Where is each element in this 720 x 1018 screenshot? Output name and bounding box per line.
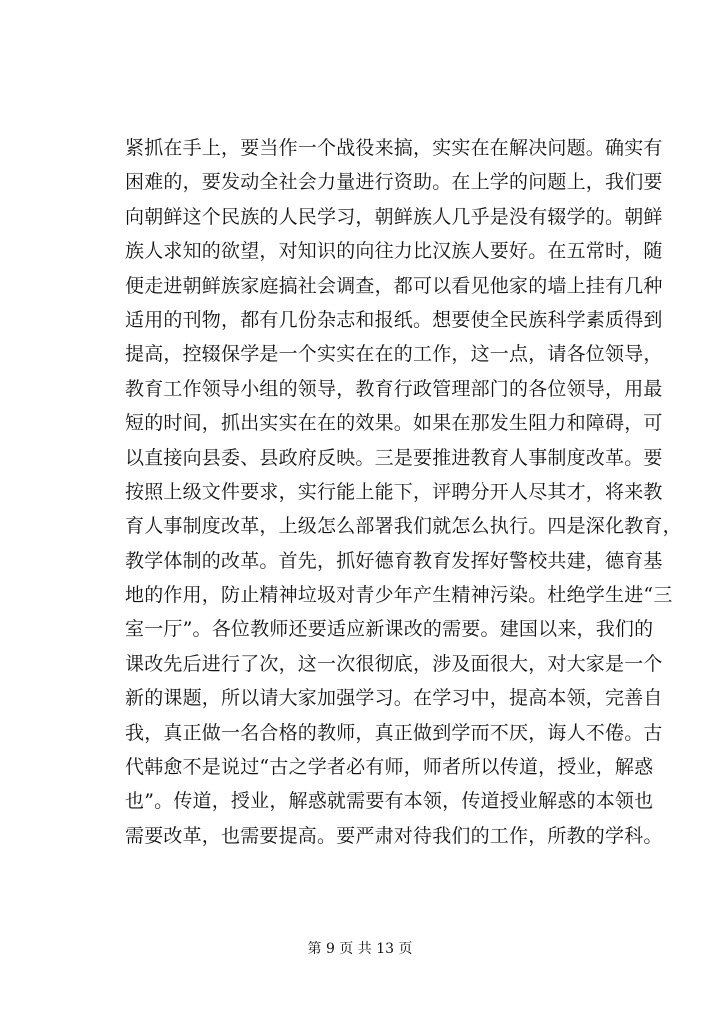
text-line: 按照上级文件要求，实行能上能下，评聘分开人尽其才，将来教 — [125, 480, 663, 503]
text-line: 我，真正做一名合格的教师，真正做到学而不厌，诲人不倦。古 — [125, 721, 663, 744]
text-line: 困难的，要发动全社会力量进行资助。在上学的问题上，我们要 — [125, 171, 663, 194]
text-line: 新的课题，所以请大家加强学习。在学习中，提高本领，完善自 — [125, 687, 663, 710]
text-line: 提高，控辍保学是一个实实在在的工作，这一点，请各位领导， — [125, 343, 663, 366]
body-text — [125, 131, 682, 853]
page-number-footer: 第 9 页 共 13 页 — [307, 941, 413, 957]
text-line: 室一厅”。各位教师还要适应新课改的需要。建国以来，我们的 — [125, 618, 654, 641]
text-line: 需要改革，也需要提高。要严肃对待我们的工作，所教的学科。 — [125, 824, 663, 847]
text-line: 育人事制度改革，上级怎么部署我们就怎么执行。四是深化教育， — [125, 515, 682, 538]
text-line: 向朝鲜这个民族的人民学习，朝鲜族人几乎是没有辍学的。朝鲜 — [125, 205, 663, 228]
text-line: 地的作用，防止精神垃圾对青少年产生精神污染。杜绝学生进“三 — [125, 584, 673, 607]
text-line: 教学体制的改革。首先，抓好德育教育发挥好警校共建，德育基 — [125, 549, 663, 572]
text-line: 适用的刊物，都有几份杂志和报纸。想要使全民族科学素质得到 — [125, 308, 663, 331]
text-line: 代韩愈不是说过“古之学者必有师，师者所以传道，授业，解惑 — [125, 756, 654, 779]
text-line: 课改先后进行了次，这一次很彻底，涉及面很大，对大家是一个 — [125, 652, 663, 675]
text-line: 便走进朝鲜族家庭搞社会调查，都可以看见他家的墙上挂有几种 — [125, 274, 663, 297]
text-line: 以直接向县委、县政府反映。三是要推进教育人事制度改革。要 — [125, 446, 663, 469]
text-line: 紧抓在手上，要当作一个战役来搞，实实在在解决问题。确实有 — [125, 137, 663, 159]
text-line: 教育工作领导小组的领导，教育行政管理部门的各位领导，用最 — [125, 377, 663, 400]
text-line: 短的时间，抓出实实在在的效果。如果在那发生阻力和障碍，可 — [125, 412, 663, 435]
text-line: 族人求知的欲望，对知识的向往力比汉族人要好。在五常时，随 — [125, 240, 663, 263]
text-line: 也”。传道，授业，解惑就需要有本领，传道授业解惑的本领也 — [125, 790, 654, 813]
